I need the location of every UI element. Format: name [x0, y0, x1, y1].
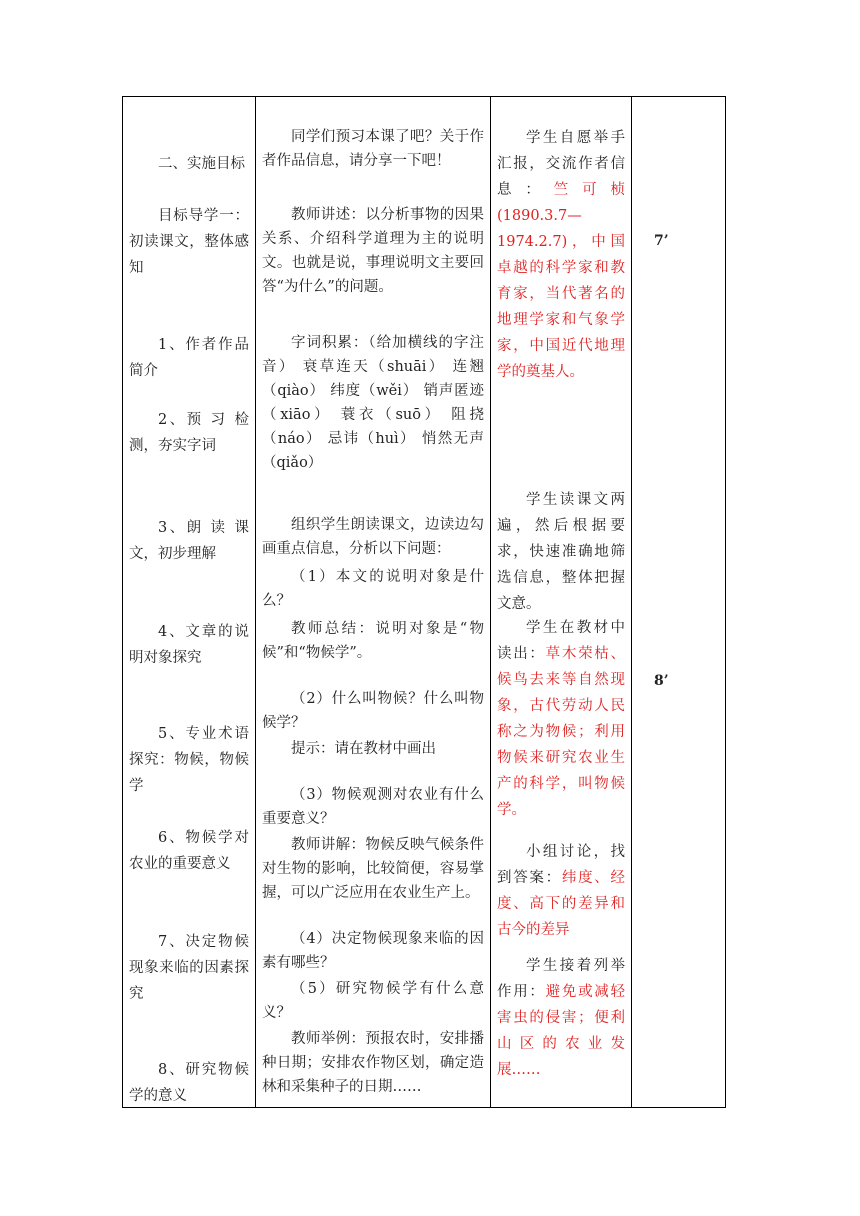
question-2: （2）什么叫物候？什么叫物候学？	[262, 691, 484, 731]
question-4: （4）决定物候现象来临的因素有哪些？	[262, 931, 484, 971]
student-text: 学生在教材中读出：草木荣枯、候鸟去来等自然现象，古代劳动人民称之为物候；利用物候来研究农业生产的科学，叫物候学。	[497, 620, 626, 818]
step-8: 8、研究物候学的意义	[129, 1062, 249, 1104]
student-text: 小组讨论，找到答案：纬度、经度、高下的差异和古今的差异	[497, 844, 626, 938]
step-goal: 目标导学一：初读课文，整体感知	[129, 208, 249, 276]
step-3: 3、朗 读 课文，初步理解	[129, 520, 249, 562]
teacher-text: 教师举例：预报农时，安排播种日期；安排农作物区划，确定造林和采集种子的日期……	[262, 1031, 484, 1095]
hint-text: 提示：请在教材中画出	[291, 741, 436, 757]
step-2: 2、预 习 检测，夯实字词	[129, 412, 249, 454]
teacher-text: 组织学生朗读课文，边读边勾画重点信息，分析以下问题：	[262, 517, 484, 557]
lesson-plan-table	[122, 96, 726, 1108]
question-3: （3）物候观测对农业有什么重要意义？	[262, 787, 484, 827]
teacher-text: 同学们预习本课了吧？关于作者作品信息，请分享一下吧！	[262, 129, 484, 169]
steps-column	[123, 97, 255, 1107]
step-6: 6、物候学对农业的重要意义	[129, 830, 249, 872]
question-1: （1）本文的说明对象是什么？	[262, 569, 484, 609]
answer-text: 纬度、经度、高下的差异和古今的差异	[497, 870, 626, 938]
step-heading: 二、实施目标	[158, 156, 245, 172]
answer-text: 竺可桢(1890.3.7—1974.2.7)，中国卓越的科学家和教育家，当代著名的地理学家和气象学家，中国近代地理学的奠基人。	[497, 182, 625, 380]
teacher-text: 教师讲述：以分析事物的因果关系、介绍科学道理为主的说明文。也就是说，事理说明文主要回答“为什么”的问题。	[262, 207, 484, 295]
answer-text: 草木荣枯、候鸟去来等自然现象，古代劳动人民称之为物候；利用物候来研究农业生产的科学，叫物候学。	[497, 646, 626, 818]
step-1: 1、作者作品简介	[129, 337, 249, 379]
teacher-text: 教师讲解：物候反映气候条件对生物的影响，比较简便，容易掌握，可以广泛应用在农业生产上。	[262, 837, 484, 901]
teacher-column	[256, 97, 490, 1107]
student-text: 学生接着列举作用：避免或减轻害虫的侵害；便利山区的农业发展……	[497, 958, 626, 1078]
step-5: 5、专业术语探究：物候，物候学	[129, 726, 249, 794]
time-label: 8’	[654, 673, 669, 689]
step-4: 4、文章的说明对象探究	[129, 624, 249, 666]
question-5: （5）研究物候学有什么意义？	[262, 981, 484, 1021]
step-7: 7、决定物候现象来临的因素探究	[129, 934, 249, 1002]
vocab-text: 字词积累：（给加横线的字注音） 衰草连天（shuāi） 连翘（qiào） 纬度（wěi） 销声匿迹（xiāo） 蓑衣（suō） 阻挠（náo） 忌讳（huì） 悄然无声（qiǎo）	[262, 335, 484, 471]
student-text: 学生读课文两遍，然后根据要求，快速准确地筛选信息，整体把握文意。	[497, 492, 625, 612]
teacher-text: 教师总结：说明对象是“物候”和“物候学”。	[262, 621, 484, 661]
time-column	[632, 97, 725, 1107]
student-column	[491, 97, 631, 1107]
time-label: 7’	[654, 233, 669, 249]
student-text: 学生自愿举手汇报，交流作者信息：竺可桢(1890.3.7—1974.2.7)，中国卓越的科学家和教育家，当代著名的地理学家和气象学家，中国近代地理学的奠基人。	[497, 130, 625, 380]
answer-text: 避免或减轻害虫的侵害；便利山区的农业发展……	[497, 984, 626, 1078]
